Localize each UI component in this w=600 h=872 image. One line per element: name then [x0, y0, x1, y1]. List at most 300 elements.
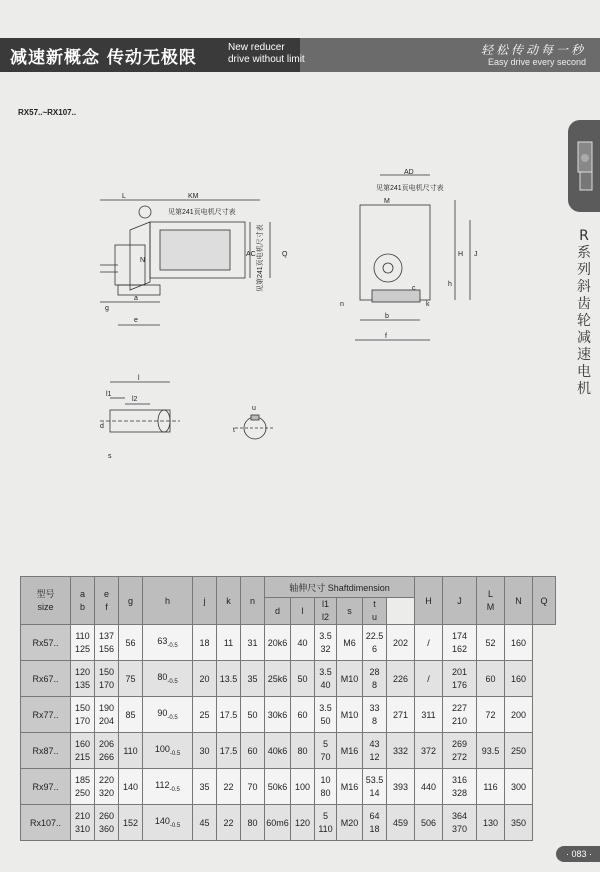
- table-cell: [291, 661, 315, 697]
- table-cell: [71, 697, 95, 733]
- table-cell: [217, 769, 241, 805]
- cell-value: 53.5: [365, 774, 384, 785]
- table-cell: [443, 805, 477, 841]
- dim-d: d: [100, 423, 104, 430]
- table-cell: [21, 733, 71, 769]
- cell-value: 176: [451, 679, 468, 690]
- table-cell: [315, 805, 337, 841]
- col-g: g: [119, 577, 143, 625]
- table-cell: [363, 661, 387, 697]
- cell-value: 170: [74, 715, 91, 726]
- col-k: k: [217, 577, 241, 625]
- cell-value: 10: [320, 774, 331, 785]
- cell-value: 3.5: [319, 630, 332, 641]
- table-cell: [119, 661, 143, 697]
- cell-tolerance: -0.5: [169, 786, 180, 793]
- table-cell: [315, 661, 337, 697]
- table-cell: [291, 625, 315, 661]
- cell-value: 260: [98, 810, 115, 821]
- table-cell: [363, 805, 387, 841]
- col-ab: a b: [71, 577, 95, 625]
- side-char: 系: [577, 245, 591, 261]
- table-cell: [143, 697, 193, 733]
- cell-value: 28: [369, 666, 380, 677]
- cell-value: 200: [510, 709, 527, 720]
- col-LM: L M: [477, 577, 505, 625]
- cell-value: 17.5: [219, 745, 238, 756]
- cell-value: 13.5: [219, 673, 238, 684]
- cell-value: 50: [247, 709, 258, 720]
- table-cell: [415, 625, 443, 661]
- dim-u: u: [252, 405, 256, 412]
- table-cell: [337, 625, 363, 661]
- cell-value: 60: [247, 745, 258, 756]
- table-cell: [265, 625, 291, 661]
- table-cell: [415, 697, 443, 733]
- cell-value: Rx57..: [32, 637, 59, 648]
- table-row: [21, 625, 556, 661]
- cell-value: 360: [98, 823, 115, 834]
- cell-value: 22: [223, 781, 234, 792]
- side-char: 减: [577, 330, 591, 346]
- table-cell: [291, 769, 315, 805]
- cell-value: 162: [451, 643, 468, 654]
- table-cell: [241, 697, 265, 733]
- table-cell: [291, 805, 315, 841]
- cell-value: 3.5: [319, 666, 332, 677]
- cell-value: 170: [98, 679, 115, 690]
- cell-value: 31: [247, 637, 258, 648]
- cell-value: 80: [157, 672, 168, 683]
- table-cell: [95, 769, 119, 805]
- cell-value: 43: [369, 738, 380, 749]
- side-view-drawing: [100, 200, 270, 325]
- cell-value: 56: [125, 637, 136, 648]
- shaft-view-drawing: [100, 382, 180, 432]
- cell-value: 372: [420, 745, 437, 756]
- table-cell: [217, 733, 241, 769]
- motor-table-note: 见第241页电机尺寸表: [168, 209, 236, 216]
- dim-Q: Q: [282, 251, 288, 258]
- table-cell: [477, 733, 505, 769]
- cell-value: /: [427, 673, 430, 684]
- table-cell: [95, 733, 119, 769]
- table-cell: [71, 661, 95, 697]
- dim-b: b: [385, 313, 389, 320]
- front-motor-table-note: 见第241页电机尺寸表: [376, 185, 444, 192]
- cell-value: 110: [75, 630, 90, 641]
- header-slogan-en: Easy drive every second: [487, 57, 586, 67]
- cell-value: 156: [98, 643, 115, 654]
- table-cell: [477, 805, 505, 841]
- cell-value: 271: [392, 709, 409, 720]
- cell-value: 20k6: [267, 637, 288, 648]
- table-cell: [363, 625, 387, 661]
- table-cell: [193, 697, 217, 733]
- table-row: [21, 697, 556, 733]
- cell-value: 72: [485, 709, 496, 720]
- col-n: n: [241, 577, 265, 625]
- cell-value: M16: [340, 781, 359, 792]
- col-J: J: [443, 577, 477, 625]
- cell-value: 60: [485, 673, 496, 684]
- cell-tolerance: -0.5: [167, 714, 178, 721]
- cell-value: 70: [247, 781, 258, 792]
- dim-N: N: [140, 257, 146, 264]
- cell-value: 40: [297, 637, 308, 648]
- model-range: RX57..~RX107..: [18, 108, 77, 117]
- dim-e: e: [134, 317, 138, 324]
- table-cell: [443, 625, 477, 661]
- cell-value: 30k6: [267, 709, 288, 720]
- cell-value: M20: [340, 817, 359, 828]
- cell-value: 80: [247, 817, 258, 828]
- table-cell: [119, 805, 143, 841]
- cell-value: Rx87..: [32, 745, 59, 756]
- cell-value: 393: [392, 781, 409, 792]
- table-cell: [265, 769, 291, 805]
- cell-tolerance: -0.5: [169, 822, 181, 829]
- cell-value: Rx97..: [32, 781, 59, 792]
- table-cell: [265, 805, 291, 841]
- table-cell: [387, 805, 415, 841]
- table-cell: [241, 625, 265, 661]
- dim-c: c: [412, 285, 416, 292]
- dim-f: f: [385, 333, 387, 340]
- page-number: · 083 ·: [556, 846, 600, 862]
- cell-value: 60m6: [266, 817, 289, 828]
- col-h: h: [143, 577, 193, 625]
- table-cell: [95, 661, 119, 697]
- table-cell: [291, 697, 315, 733]
- cell-value: 130: [482, 817, 499, 828]
- table-cell: [387, 661, 415, 697]
- cell-value: 90: [157, 708, 168, 719]
- cell-value: 12: [369, 751, 380, 762]
- cell-value: 210: [74, 810, 91, 821]
- col-N: N: [505, 577, 533, 625]
- col-d: d: [265, 598, 291, 625]
- table-row: [21, 733, 556, 769]
- cell-value: 32: [320, 643, 331, 654]
- cell-value: 272: [451, 751, 468, 762]
- table-cell: [443, 769, 477, 805]
- dim-h: h: [448, 281, 452, 288]
- cell-tolerance: -0.5: [169, 750, 181, 757]
- table-cell: [477, 625, 505, 661]
- cell-value: 52: [485, 637, 496, 648]
- table-cell: [315, 769, 337, 805]
- front-view-drawing: [355, 175, 470, 340]
- cell-value: 328: [451, 787, 468, 798]
- table-cell: [387, 697, 415, 733]
- cell-value: 120: [74, 666, 91, 677]
- dim-g: g: [105, 305, 109, 312]
- cell-value: 160: [74, 738, 91, 749]
- cell-value: 18: [369, 823, 380, 834]
- table-cell: [143, 625, 193, 661]
- cell-value: 210: [451, 715, 468, 726]
- table-cell: [387, 733, 415, 769]
- table-cell: [71, 733, 95, 769]
- col-l: l: [291, 598, 315, 625]
- table-cell: [119, 733, 143, 769]
- table-cell: [387, 625, 415, 661]
- col-shaft-group: 轴伸尺寸 Shaftdimension: [265, 577, 415, 598]
- cell-value: 60: [297, 709, 308, 720]
- cell-value: 300: [510, 781, 527, 792]
- side-char: 电: [577, 364, 591, 380]
- cell-value: 40: [320, 679, 331, 690]
- dim-L: L: [122, 193, 126, 200]
- cell-value: 370: [451, 823, 468, 834]
- table-cell: [477, 769, 505, 805]
- spec-table: [20, 576, 556, 841]
- table-cell: [315, 625, 337, 661]
- cell-value: 227: [451, 702, 468, 713]
- cell-value: 150: [98, 666, 115, 677]
- dim-l: l: [138, 375, 140, 382]
- table-cell: [477, 697, 505, 733]
- header-title-en-line2: drive without limit: [228, 54, 305, 65]
- table-cell: [505, 769, 533, 805]
- table-cell: [241, 805, 265, 841]
- col-model: 型号 size: [21, 577, 71, 625]
- table-cell: [21, 625, 71, 661]
- table-cell: [241, 733, 265, 769]
- table-cell: [415, 769, 443, 805]
- header-title-cn: 减速新概念 传动无极限: [10, 48, 197, 68]
- cell-value: 316: [451, 774, 468, 785]
- cell-value: M10: [340, 673, 359, 684]
- cell-value: 6: [371, 643, 377, 654]
- table-cell: [217, 805, 241, 841]
- table-cell: [505, 625, 533, 661]
- table-cell: [363, 769, 387, 805]
- cell-value: 25: [199, 709, 210, 720]
- cell-value: Rx107..: [29, 817, 62, 828]
- cell-value: 25k6: [267, 673, 288, 684]
- cell-value: 220: [98, 774, 115, 785]
- cell-value: 8: [371, 679, 377, 690]
- cell-value: 112: [155, 780, 170, 791]
- table-cell: [241, 661, 265, 697]
- col-j: j: [193, 577, 217, 625]
- cell-value: 506: [420, 817, 437, 828]
- cell-value: 100: [294, 781, 311, 792]
- cell-value: 190: [98, 702, 115, 713]
- table-cell: [143, 733, 193, 769]
- dim-t: t: [233, 427, 235, 434]
- table-cell: [95, 625, 119, 661]
- cell-value: 35: [199, 781, 210, 792]
- cell-value: 80: [297, 745, 308, 756]
- cell-value: 45: [199, 817, 210, 828]
- table-cell: [505, 661, 533, 697]
- cell-value: 116: [483, 781, 498, 792]
- table-cell: [193, 733, 217, 769]
- table-row: [21, 769, 556, 805]
- cell-value: 35: [247, 673, 258, 684]
- table-cell: [95, 697, 119, 733]
- cell-value: 250: [74, 787, 91, 798]
- table-cell: [363, 733, 387, 769]
- cell-value: 174: [451, 630, 468, 641]
- cell-value: 50: [297, 673, 308, 684]
- table-cell: [443, 661, 477, 697]
- cell-value: 206: [98, 738, 115, 749]
- table-cell: [337, 733, 363, 769]
- cell-value: 50: [320, 715, 331, 726]
- table-cell: [71, 625, 95, 661]
- cell-value: 440: [420, 781, 437, 792]
- table-cell: [71, 805, 95, 841]
- table-cell: [505, 697, 533, 733]
- table-cell: [143, 661, 193, 697]
- cell-value: 364: [451, 810, 468, 821]
- dim-k: k: [426, 301, 430, 308]
- table-cell: [415, 733, 443, 769]
- table-cell: [291, 733, 315, 769]
- table-cell: [443, 733, 477, 769]
- cell-value: 64: [369, 810, 380, 821]
- cell-value: 40k6: [267, 745, 288, 756]
- cell-value: 202: [392, 637, 409, 648]
- table-cell: [337, 769, 363, 805]
- table-cell: [505, 805, 533, 841]
- table-cell: [71, 769, 95, 805]
- cell-value: 459: [392, 817, 409, 828]
- cell-value: 350: [510, 817, 527, 828]
- header-slogan-cn: 轻松传动每一秒: [480, 43, 586, 57]
- table-cell: [21, 661, 71, 697]
- table-cell: [21, 769, 71, 805]
- table-cell: [119, 697, 143, 733]
- cell-value: 250: [510, 745, 527, 756]
- cell-value: /: [427, 637, 430, 648]
- table-cell: [505, 733, 533, 769]
- table-cell: [217, 661, 241, 697]
- cell-value: 226: [392, 673, 409, 684]
- cell-value: 310: [74, 823, 91, 834]
- side-char: 机: [577, 381, 591, 397]
- cell-value: 18: [199, 637, 210, 648]
- cell-value: 152: [122, 817, 139, 828]
- cell-value: 3.5: [319, 702, 332, 713]
- table-cell: [193, 769, 217, 805]
- cell-value: 5: [322, 738, 328, 749]
- table-cell: [265, 733, 291, 769]
- table-cell: [193, 661, 217, 697]
- dim-n: n: [340, 301, 344, 308]
- dim-AC: AC: [246, 251, 256, 258]
- table-cell: [265, 697, 291, 733]
- table-cell: [363, 697, 387, 733]
- cell-value: 110: [318, 823, 333, 834]
- dim-AD: AD: [404, 169, 414, 176]
- table-cell: [415, 661, 443, 697]
- col-tu: t u: [363, 598, 387, 625]
- dim-a: a: [134, 295, 138, 302]
- shaft-view-labels: [100, 375, 140, 460]
- cell-value: 140: [154, 816, 170, 827]
- cell-value: M10: [340, 709, 359, 720]
- cell-value: 201: [451, 666, 468, 677]
- dim-l2: l2: [132, 396, 138, 403]
- cell-value: Rx77..: [32, 709, 59, 720]
- side-char: 齿: [577, 296, 591, 312]
- table-cell: [387, 769, 415, 805]
- cell-value: 185: [74, 774, 91, 785]
- side-char: R: [579, 228, 589, 244]
- cell-value: 332: [392, 745, 409, 756]
- table-cell: [119, 625, 143, 661]
- cell-value: 75: [125, 673, 136, 684]
- table-cell: [443, 697, 477, 733]
- table-cell: [193, 805, 217, 841]
- cell-value: 269: [451, 738, 468, 749]
- cell-value: M16: [340, 745, 359, 756]
- table-cell: [337, 697, 363, 733]
- col-H: H: [415, 577, 443, 625]
- dim-M: M: [384, 198, 390, 205]
- dim-J: J: [474, 251, 478, 258]
- front-view-labels: [340, 169, 478, 340]
- cell-value: 320: [98, 787, 115, 798]
- table-cell: [193, 625, 217, 661]
- table-cell: [119, 769, 143, 805]
- cell-value: 85: [125, 709, 136, 720]
- table-cell: [415, 805, 443, 841]
- cell-value: 33: [369, 702, 380, 713]
- cell-value: 11: [223, 637, 234, 648]
- table-cell: [241, 769, 265, 805]
- cell-value: Rx67..: [32, 673, 59, 684]
- table-cell: [315, 697, 337, 733]
- table-cell: [337, 661, 363, 697]
- table-row: [21, 661, 556, 697]
- cell-value: 93.5: [481, 745, 500, 756]
- table-cell: [217, 625, 241, 661]
- table-cell: [477, 661, 505, 697]
- table-cell: [315, 733, 337, 769]
- col-l1l2: l1 l2: [315, 598, 337, 625]
- dim-H: H: [458, 251, 464, 258]
- cell-tolerance: -0.5: [167, 678, 178, 685]
- cell-value: 160: [510, 673, 527, 684]
- motor-table-note-vertical: 见第241页电机尺寸表: [257, 224, 264, 292]
- table-cell: [95, 805, 119, 841]
- table-cell: [217, 697, 241, 733]
- cell-value: 22.5: [365, 630, 384, 641]
- cell-value: 63: [157, 636, 168, 647]
- cell-value: 50k6: [267, 781, 288, 792]
- cell-value: 160: [510, 637, 527, 648]
- table-row: [21, 805, 556, 841]
- dim-KM: KM: [188, 193, 199, 200]
- cell-value: 135: [74, 679, 91, 690]
- side-char: 轮: [577, 313, 591, 329]
- col-Q: Q: [533, 577, 556, 625]
- side-char: 列: [577, 262, 591, 278]
- cell-value: 125: [74, 643, 91, 654]
- cell-value: 20: [199, 673, 210, 684]
- cell-value: 120: [294, 817, 311, 828]
- table-cell: [143, 769, 193, 805]
- cell-value: 137: [98, 630, 115, 641]
- table-body: [21, 625, 556, 841]
- cell-value: 70: [320, 751, 331, 762]
